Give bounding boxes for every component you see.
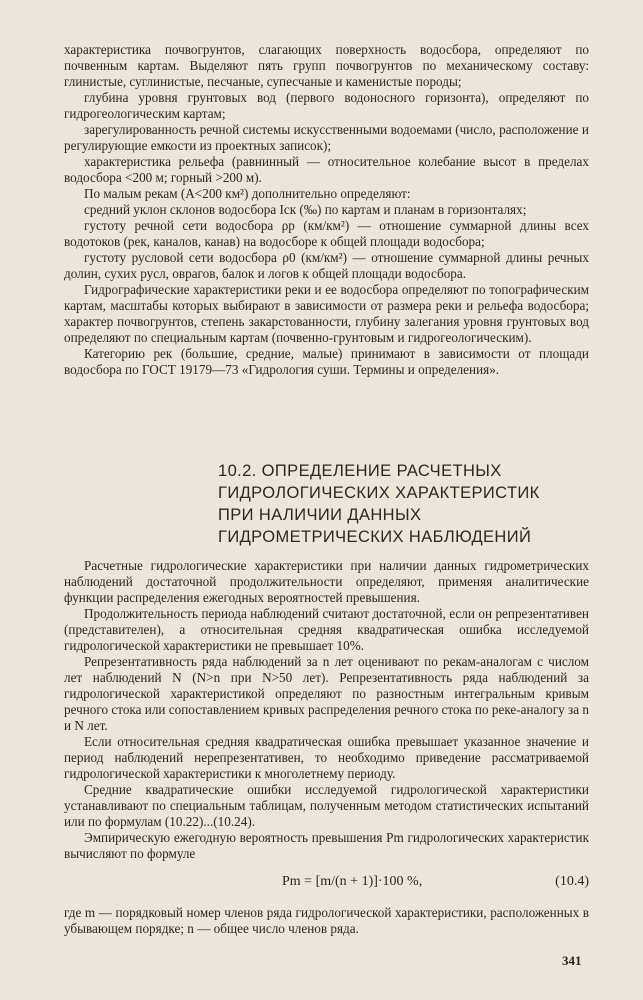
paragraph: Эмпирическую ежегодную вероятность превышения Pm гидрологических характеристик вычисляют по формуле xyxy=(64,830,589,861)
paragraph: Категорию рек (большие, средние, малые) принимают в зависимости от площади водосбора по ГОСТ 19179—73 «Гидрология суши. Термины и определения». xyxy=(64,346,589,377)
paragraph: средний уклон склонов водосбора Iск (‰) по картам и планам в горизонталях; xyxy=(84,202,527,217)
paragraph: глубина уровня грунтовых вод (первого водоносного горизонта), определяют по гидрогеологическим картам; xyxy=(64,90,589,121)
page-number: 341 xyxy=(562,953,582,968)
paragraph: Средние квадратические ошибки исследуемой гидрологической характеристики устанавливают по специальным таблицам, полученным методом статистических испытаний или по формулам (10.22)...(10.24). xyxy=(64,782,589,829)
top-text-block xyxy=(64,42,589,378)
paragraph: зарегулированность речной системы искусственными водоемами (число, расположение и регулирующие емкости из проектных записок); xyxy=(64,122,589,153)
formula-explanation-block xyxy=(64,905,589,937)
paragraph: где m — порядковый номер членов ряда гидрологической характеристики, расположенных в убывающем порядке; n — общее число членов ряда. xyxy=(64,905,589,936)
bottom-text-block xyxy=(64,558,589,862)
formula-expression: Pm = [m/(n + 1)]·100 %, xyxy=(282,874,423,889)
section-heading xyxy=(218,460,578,548)
paragraph: характеристика почвогрунтов, слагающих поверхность водосбора, определяют по почвенным картам. Выделяют пять групп почвогрунтов по механическому составу: глинистые, суглинистые, песчаные, супесчаные и каменистые породы; xyxy=(64,42,589,89)
paragraph: Гидрографические характеристики реки и ее водосбора определяют по топографическим картам, масштабы которых выбирают в зависимости от размера реки и рельефа водосбора; характер почвогрунтов, степень закарстованности, глубину залегания уровня грунтовых вод определяют по специальным картам (почвенно-грунтовым и гидрогеологическим). xyxy=(64,282,589,345)
section-heading-line: ПРИ НАЛИЧИИ ДАННЫХ xyxy=(218,506,422,524)
formula-10-4 xyxy=(64,874,589,894)
paragraph: характеристика рельефа (равнинный — относительное колебание высот в пределах водосбора <200 м; горный >200 м). xyxy=(64,154,589,185)
paragraph: густоту речной сети водосбора ρр (км/км²) — отношение суммарной длины всех водотоков (рек, каналов, канав) на водосборе к общей площади водосбора; xyxy=(64,218,589,249)
paragraph: густоту русловой сети водосбора ρ0 (км/км²) — отношение суммарной длины речных долин, сухих русл, оврагов, балок и логов к общей площади водосбора. xyxy=(64,250,589,281)
paragraph: Расчетные гидрологические характеристики при наличии данных гидрометрических наблюдений достаточной продолжительности определяют, применяя аналитические функции распределения ежегодных вероятностей превышения. xyxy=(64,558,589,605)
paragraph: Продолжительность периода наблюдений считают достаточной, если он репрезентативен (представителен), а относительная средняя квадратическая ошибка исследуемой гидрологической характеристики не превышает 10%. xyxy=(64,606,589,653)
paragraph: Репрезентативность ряда наблюдений за n лет оценивают по рекам-аналогам с числом лет наблюдений N (N>n при N>50 лет). Репрезентативность ряда наблюдений за гидрологической характеристикой определяют по разностным интегральным кривым речного стока или сопоставлением кривых распределения речного стока по реке-аналогу за n и N лет. xyxy=(64,654,589,733)
section-heading-line: 10.2. ОПРЕДЕЛЕНИЕ РАСЧЕТНЫХ xyxy=(218,462,502,480)
section-heading-line: ГИДРОМЕТРИЧЕСКИХ НАБЛЮДЕНИЙ xyxy=(218,528,532,546)
paragraph: По малым рекам (A<200 км²) дополнительно определяют: xyxy=(84,186,411,201)
section-heading-line: ГИДРОЛОГИЧЕСКИХ ХАРАКТЕРИСТИК xyxy=(218,484,540,502)
paragraph: Если относительная средняя квадратическая ошибка превышает указанное значение и период наблюдений нерепрезентативен, то необходимо приведение рассматриваемой гидрологической характеристики к многолетнему периоду. xyxy=(64,734,589,781)
formula-number: (10.4) xyxy=(555,874,589,889)
